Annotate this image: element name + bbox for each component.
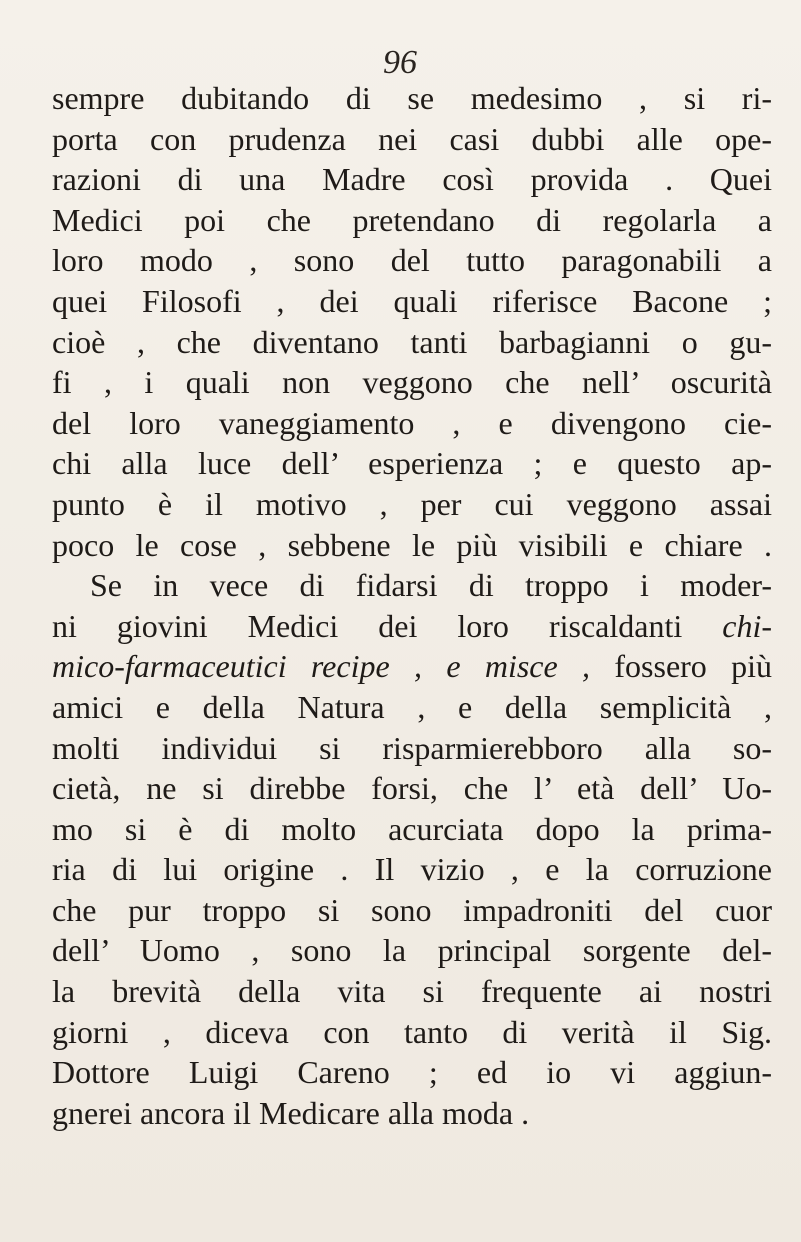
text-line-15-roman: fossero più [614, 648, 772, 685]
text-line-11: punto è il motivo , per cui veggono assai [52, 485, 772, 522]
text-line-17: molti individui si risparmierebboro alla so- [52, 729, 772, 766]
text-line-4: Medici poi che pretendano di regolarla a [52, 201, 772, 238]
text-line-15-italic: mico-farmaceutici recipe , e misce , [52, 648, 591, 685]
text-line-16: amici e della Natura , e della semplicità , [52, 688, 772, 725]
text-line-22: dell’ Uomo , sono la principal sorgente del- [52, 932, 772, 969]
page-number: 96 [383, 44, 417, 81]
text-line-6: quei Filosofi , dei quali riferisce Bacone ; [52, 282, 772, 319]
text-line-25: Dottore Luigi Careno ; ed io vi aggiun- [52, 1054, 772, 1091]
text-line-14 [52, 606, 772, 647]
text-line-14-roman: ni giovini Medici dei loro riscaldanti [52, 607, 683, 644]
text-line-26: gnerei ancora il Medicare alla moda . [52, 1094, 530, 1131]
text-line-1: sempre dubitando di se medesimo , si ri- [52, 80, 772, 116]
text-line-8: fi , i quali non veggono che nell’ oscurità [52, 364, 772, 401]
text-line-18: cietà, ne si direbbe forsi, che l’ età dell’ Uo- [52, 770, 772, 807]
text-line-15 [52, 646, 772, 687]
text-line-2: porta con prudenza nei casi dubbi alle ope- [52, 120, 772, 157]
text-line-13: Se in vece di fidarsi di troppo i moder- [90, 567, 772, 604]
text-line-10: chi alla luce dell’ esperienza ; e questo ap- [52, 445, 772, 482]
text-line-5: loro modo , sono del tutto paragonabili a [52, 242, 772, 279]
text-line-19: mo si è di molto acurciata dopo la prima- [52, 810, 772, 847]
text-line-24: giorni , diceva con tanto di verità il Sig. [52, 1013, 772, 1050]
body-text [52, 78, 772, 1133]
text-line-23: la brevità della vita si frequente ai nostri [52, 973, 772, 1010]
text-line-20: ria di lui origine . Il vizio , e la corruzione [52, 851, 772, 888]
text-line-7: cioè , che diventano tanti barbagianni o gu- [52, 323, 772, 360]
text-line-3: razioni di una Madre così provida . Quei [52, 161, 772, 198]
text-line-14-italic: chi- [722, 607, 772, 644]
text-line-12: poco le cose , sebbene le più visibili e chiare . [52, 526, 772, 563]
text-line-21: che pur troppo si sono impadroniti del cuor [52, 891, 772, 928]
text-line-9: del loro vaneggiamento , e divengono cie- [52, 404, 772, 441]
